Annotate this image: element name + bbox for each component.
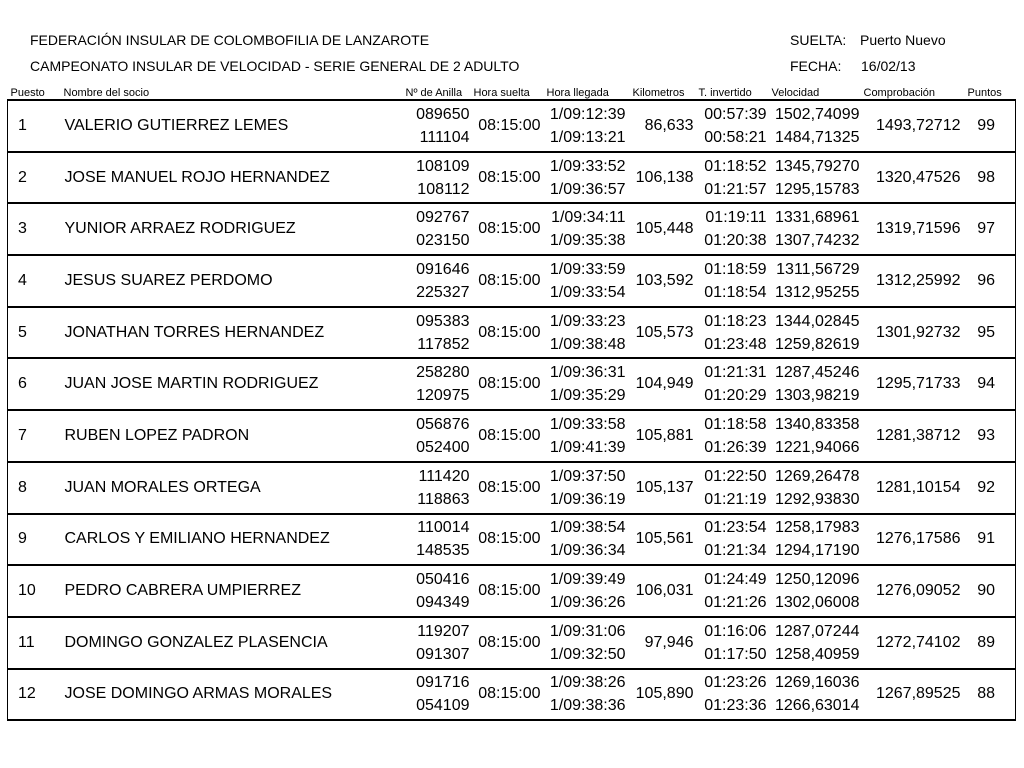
cell-puntos: 95 (965, 307, 1016, 359)
cell-velocidad-line: 1295,15783 (774, 180, 860, 198)
cell-puesto: 9 (8, 514, 61, 566)
cell-kilometros: 105,890 (630, 669, 696, 721)
cell-anilla-line: 118863 (417, 490, 470, 508)
table-row (8, 410, 1016, 462)
cell-velocidad (769, 669, 861, 721)
cell-velocidad-line: 1344,02845 (774, 312, 860, 330)
cell-nombre: RUBEN LOPEZ PADRON (61, 410, 403, 462)
cell-puesto: 11 (8, 617, 61, 669)
cell-anilla-line: 117852 (417, 335, 470, 353)
cell-anilla-line: 056876 (416, 415, 470, 433)
table-row (8, 462, 1016, 514)
cell-velocidad-line: 1266,63014 (774, 697, 860, 715)
cell-kilometros: 105,573 (630, 307, 696, 359)
col-header-kilometros: Kilometros (630, 82, 696, 100)
cell-puesto: 1 (8, 100, 61, 152)
cell-nombre: DOMINGO GONZALEZ PLASENCIA (61, 617, 403, 669)
cell-puntos: 98 (965, 152, 1016, 204)
cell-velocidad-line: 1303,98219 (774, 387, 860, 405)
cell-velocidad (769, 255, 861, 307)
cell-kilometros: 105,448 (630, 203, 696, 255)
cell-anilla-line: 148535 (416, 542, 470, 560)
cell-velocidad-line: 1221,94066 (774, 438, 860, 456)
cell-t-invertido-line: 01:18:54 (704, 283, 767, 301)
table-row (8, 514, 1016, 566)
cell-t-invertido (696, 410, 769, 462)
cell-anilla (403, 307, 471, 359)
cell-t-invertido-line: 01:18:52 (704, 157, 767, 175)
cell-t-invertido-line: 00:57:39 (704, 105, 767, 123)
cell-velocidad-line: 1287,45246 (774, 364, 860, 382)
cell-hora-suelta: 08:15:00 (471, 514, 544, 566)
cell-anilla-line: 111104 (419, 128, 470, 146)
cell-kilometros: 106,138 (630, 152, 696, 204)
cell-hora-llegada-line: 1/09:33:54 (549, 283, 626, 301)
cell-hora-llegada-line: 1/09:38:36 (549, 697, 626, 715)
cell-puesto: 6 (8, 358, 61, 410)
cell-t-invertido-line: 01:23:48 (704, 335, 767, 353)
col-header-nombre: Nombre del socio (61, 82, 403, 100)
cell-comprobacion: 1267,89525 (861, 669, 965, 721)
cell-t-invertido (696, 100, 769, 152)
cell-hora-llegada-line: 1/09:41:39 (549, 438, 626, 456)
cell-anilla-line: 111420 (418, 467, 470, 485)
cell-puesto: 10 (8, 565, 61, 617)
cell-comprobacion: 1301,92732 (861, 307, 965, 359)
cell-nombre: JUAN MORALES ORTEGA (61, 462, 403, 514)
cell-velocidad (769, 617, 861, 669)
cell-hora-llegada (544, 617, 630, 669)
col-header-hora-llegada: Hora llegada (544, 82, 630, 100)
cell-anilla-line: 050416 (416, 571, 470, 589)
cell-anilla (403, 100, 471, 152)
cell-t-invertido-line: 01:23:36 (704, 697, 767, 715)
cell-puesto: 7 (8, 410, 61, 462)
suelta-label: SUELTA: (790, 32, 847, 48)
cell-nombre: YUNIOR ARRAEZ RODRIGUEZ (61, 203, 403, 255)
cell-puesto: 8 (8, 462, 61, 514)
cell-velocidad-line: 1312,95255 (774, 283, 860, 301)
cell-t-invertido-line: 01:17:50 (704, 645, 767, 663)
cell-anilla-line: 225327 (416, 283, 470, 301)
cell-hora-suelta: 08:15:00 (471, 462, 544, 514)
table-row (8, 255, 1016, 307)
cell-t-invertido (696, 565, 769, 617)
cell-t-invertido-line: 01:21:19 (704, 490, 767, 508)
col-header-comprobacion: Comprobación (861, 82, 965, 100)
cell-velocidad-line: 1484,71325 (774, 128, 860, 146)
cell-anilla (403, 669, 471, 721)
cell-velocidad (769, 307, 861, 359)
cell-anilla-line: 094349 (416, 594, 470, 612)
cell-t-invertido-line: 01:21:57 (704, 180, 767, 198)
cell-hora-llegada (544, 565, 630, 617)
cell-anilla-line: 095383 (416, 312, 470, 330)
cell-kilometros: 104,949 (630, 358, 696, 410)
cell-t-invertido-line: 01:21:34 (704, 542, 767, 560)
cell-puesto: 5 (8, 307, 61, 359)
cell-hora-llegada (544, 462, 630, 514)
cell-anilla (403, 152, 471, 204)
cell-velocidad-line: 1259,82619 (774, 335, 860, 353)
cell-kilometros: 86,633 (630, 100, 696, 152)
cell-comprobacion: 1319,71596 (861, 203, 965, 255)
cell-puesto: 3 (8, 203, 61, 255)
cell-anilla-line: 108109 (416, 157, 470, 175)
cell-nombre: JONATHAN TORRES HERNANDEZ (61, 307, 403, 359)
cell-puntos: 90 (965, 565, 1016, 617)
cell-hora-llegada-line: 1/09:36:26 (549, 594, 626, 612)
cell-hora-llegada (544, 100, 630, 152)
cell-velocidad (769, 203, 861, 255)
cell-nombre: CARLOS Y EMILIANO HERNANDEZ (61, 514, 403, 566)
cell-nombre: VALERIO GUTIERREZ LEMES (61, 100, 403, 152)
cell-velocidad-line: 1307,74232 (774, 232, 860, 250)
cell-nombre: JUAN JOSE MARTIN RODRIGUEZ (61, 358, 403, 410)
cell-kilometros: 106,031 (630, 565, 696, 617)
col-header-anilla: Nº de Anilla (403, 82, 471, 100)
cell-t-invertido-line: 01:21:31 (704, 364, 767, 382)
cell-t-invertido (696, 669, 769, 721)
cell-hora-llegada-line: 1/09:33:52 (549, 157, 626, 175)
cell-anilla-line: 119207 (417, 622, 470, 640)
cell-velocidad-line: 1258,40959 (774, 645, 860, 663)
cell-velocidad-line: 1345,79270 (774, 157, 860, 175)
cell-comprobacion: 1320,47526 (861, 152, 965, 204)
cell-hora-llegada-line: 1/09:39:49 (549, 571, 626, 589)
cell-comprobacion: 1281,10154 (861, 462, 965, 514)
cell-nombre: JESUS SUAREZ PERDOMO (61, 255, 403, 307)
cell-t-invertido-line: 01:16:06 (704, 622, 767, 640)
cell-comprobacion: 1281,38712 (861, 410, 965, 462)
cell-hora-llegada-line: 1/09:38:26 (549, 674, 626, 692)
cell-hora-llegada (544, 410, 630, 462)
cell-hora-llegada (544, 514, 630, 566)
cell-puntos: 93 (965, 410, 1016, 462)
col-header-t-invertido: T. invertido (696, 82, 769, 100)
table-row (8, 307, 1016, 359)
table-row (8, 100, 1016, 152)
table-row (8, 203, 1016, 255)
cell-hora-suelta: 08:15:00 (471, 669, 544, 721)
cell-anilla-line: 023150 (416, 232, 470, 250)
cell-puesto: 4 (8, 255, 61, 307)
col-header-hora-suelta: Hora suelta (471, 82, 544, 100)
cell-velocidad (769, 152, 861, 204)
col-header-velocidad: Velocidad (769, 82, 861, 100)
cell-t-invertido (696, 152, 769, 204)
cell-hora-suelta: 08:15:00 (471, 307, 544, 359)
cell-hora-suelta: 08:15:00 (471, 410, 544, 462)
col-header-puntos: Puntos (965, 82, 1016, 100)
cell-comprobacion: 1272,74102 (861, 617, 965, 669)
cell-velocidad-line: 1311,56729 (776, 260, 860, 278)
cell-puesto: 2 (8, 152, 61, 204)
cell-hora-suelta: 08:15:00 (471, 358, 544, 410)
cell-comprobacion: 1295,71733 (861, 358, 965, 410)
cell-t-invertido-line: 01:18:59 (704, 260, 767, 278)
cell-t-invertido-line: 01:20:29 (704, 387, 767, 405)
organization-title: FEDERACIÓN INSULAR DE COLOMBOFILIA DE LANZAROTE (30, 32, 430, 48)
cell-t-invertido-line: 01:19:11 (705, 209, 767, 227)
cell-velocidad-line: 1302,06008 (774, 594, 860, 612)
cell-nombre: JOSE MANUEL ROJO HERNANDEZ (61, 152, 403, 204)
cell-anilla-line: 120975 (416, 387, 470, 405)
cell-hora-suelta: 08:15:00 (471, 100, 544, 152)
cell-velocidad-line: 1250,12096 (774, 571, 860, 589)
cell-hora-llegada-line: 1/09:37:50 (549, 467, 626, 485)
table-row (8, 358, 1016, 410)
cell-velocidad-line: 1340,83358 (774, 415, 860, 433)
cell-t-invertido-line: 01:23:54 (704, 519, 767, 537)
cell-anilla-line: 110014 (417, 519, 470, 537)
cell-anilla-line: 108112 (417, 180, 470, 198)
championship-title: CAMPEONATO INSULAR DE VELOCIDAD - SERIE GENERAL DE 2 ADULTO (30, 58, 520, 74)
cell-velocidad-line: 1269,16036 (774, 674, 860, 692)
cell-velocidad-line: 1258,17983 (774, 519, 860, 537)
cell-hora-llegada-line: 1/09:34:11 (551, 209, 626, 227)
cell-velocidad-line: 1269,26478 (774, 467, 860, 485)
cell-hora-llegada-line: 1/09:36:19 (549, 490, 626, 508)
cell-nombre: PEDRO CABRERA UMPIERREZ (61, 565, 403, 617)
cell-t-invertido (696, 203, 769, 255)
cell-velocidad (769, 410, 861, 462)
cell-kilometros: 105,137 (630, 462, 696, 514)
cell-hora-llegada (544, 307, 630, 359)
cell-anilla (403, 410, 471, 462)
cell-puntos: 96 (965, 255, 1016, 307)
cell-puntos: 97 (965, 203, 1016, 255)
cell-t-invertido (696, 358, 769, 410)
table-header-row (8, 82, 1016, 100)
cell-hora-llegada-line: 1/09:36:31 (549, 364, 626, 382)
cell-kilometros: 97,946 (630, 617, 696, 669)
col-header-puesto: Puesto (8, 82, 61, 100)
cell-anilla-line: 052400 (416, 438, 470, 456)
cell-velocidad (769, 100, 861, 152)
cell-puntos: 91 (965, 514, 1016, 566)
cell-comprobacion: 1312,25992 (861, 255, 965, 307)
cell-anilla (403, 203, 471, 255)
cell-t-invertido-line: 01:18:23 (704, 312, 767, 330)
cell-hora-llegada-line: 1/09:32:50 (549, 645, 626, 663)
cell-anilla-line: 091716 (416, 674, 470, 692)
cell-hora-llegada-line: 1/09:38:48 (549, 335, 626, 353)
cell-t-invertido (696, 462, 769, 514)
cell-t-invertido (696, 514, 769, 566)
cell-anilla-line: 089650 (416, 105, 470, 123)
cell-t-invertido-line: 01:24:49 (704, 571, 767, 589)
cell-hora-suelta: 08:15:00 (471, 565, 544, 617)
table-row (8, 152, 1016, 204)
table-row (8, 669, 1016, 721)
cell-puntos: 99 (965, 100, 1016, 152)
cell-comprobacion: 1276,09052 (861, 565, 965, 617)
cell-anilla (403, 255, 471, 307)
table-row (8, 617, 1016, 669)
cell-hora-llegada-line: 1/09:33:59 (549, 260, 626, 278)
cell-hora-llegada-line: 1/09:13:21 (549, 128, 626, 146)
cell-velocidad (769, 514, 861, 566)
cell-anilla-line: 091646 (416, 260, 470, 278)
cell-nombre: JOSE DOMINGO ARMAS MORALES (61, 669, 403, 721)
cell-kilometros: 105,561 (630, 514, 696, 566)
fecha-label: FECHA: (790, 58, 842, 74)
cell-velocidad-line: 1294,17190 (774, 542, 860, 560)
cell-hora-llegada (544, 358, 630, 410)
cell-t-invertido-line: 01:26:39 (704, 438, 767, 456)
cell-anilla (403, 462, 471, 514)
cell-t-invertido (696, 617, 769, 669)
cell-velocidad (769, 358, 861, 410)
cell-velocidad-line: 1287,07244 (774, 622, 860, 640)
cell-anilla-line: 091307 (416, 645, 470, 663)
cell-anilla (403, 514, 471, 566)
cell-hora-llegada-line: 1/09:36:57 (549, 180, 626, 198)
cell-hora-suelta: 08:15:00 (471, 203, 544, 255)
cell-hora-llegada-line: 1/09:33:58 (549, 415, 626, 433)
cell-anilla-line: 092767 (416, 209, 470, 227)
cell-hora-llegada (544, 203, 630, 255)
cell-hora-suelta: 08:15:00 (471, 617, 544, 669)
cell-anilla (403, 617, 471, 669)
fecha-value: 16/02/13 (861, 58, 916, 74)
cell-hora-llegada-line: 1/09:35:38 (549, 232, 626, 250)
cell-hora-llegada-line: 1/09:36:34 (549, 542, 626, 560)
results-table (7, 82, 1016, 721)
cell-puesto: 12 (8, 669, 61, 721)
cell-t-invertido-line: 01:20:38 (704, 232, 767, 250)
table-row (8, 565, 1016, 617)
cell-t-invertido-line: 01:18:58 (704, 415, 767, 433)
cell-t-invertido-line: 01:23:26 (704, 674, 767, 692)
cell-hora-suelta: 08:15:00 (471, 255, 544, 307)
cell-comprobacion: 1276,17586 (861, 514, 965, 566)
cell-t-invertido-line: 01:22:50 (704, 467, 767, 485)
suelta-value: Puerto Nuevo (860, 32, 946, 48)
cell-hora-llegada-line: 1/09:38:54 (549, 519, 626, 537)
cell-anilla-line: 258280 (416, 364, 470, 382)
cell-hora-llegada-line: 1/09:35:29 (549, 387, 626, 405)
cell-comprobacion: 1493,72712 (861, 100, 965, 152)
cell-puntos: 94 (965, 358, 1016, 410)
cell-t-invertido-line: 01:21:26 (704, 594, 767, 612)
cell-puntos: 89 (965, 617, 1016, 669)
cell-velocidad (769, 462, 861, 514)
cell-puntos: 88 (965, 669, 1016, 721)
cell-hora-llegada (544, 255, 630, 307)
cell-hora-suelta: 08:15:00 (471, 152, 544, 204)
cell-velocidad-line: 1502,74099 (774, 105, 860, 123)
cell-anilla (403, 565, 471, 617)
cell-velocidad-line: 1292,93830 (774, 490, 860, 508)
cell-anilla-line: 054109 (416, 697, 470, 715)
cell-anilla (403, 358, 471, 410)
cell-puntos: 92 (965, 462, 1016, 514)
cell-kilometros: 105,881 (630, 410, 696, 462)
cell-t-invertido (696, 307, 769, 359)
cell-hora-llegada-line: 1/09:33:23 (549, 312, 626, 330)
cell-hora-llegada (544, 152, 630, 204)
cell-hora-llegada-line: 1/09:12:39 (549, 105, 626, 123)
cell-velocidad (769, 565, 861, 617)
cell-hora-llegada (544, 669, 630, 721)
cell-velocidad-line: 1331,68961 (774, 209, 860, 227)
cell-t-invertido (696, 255, 769, 307)
cell-kilometros: 103,592 (630, 255, 696, 307)
cell-hora-llegada-line: 1/09:31:06 (549, 622, 626, 640)
cell-t-invertido-line: 00:58:21 (704, 128, 767, 146)
